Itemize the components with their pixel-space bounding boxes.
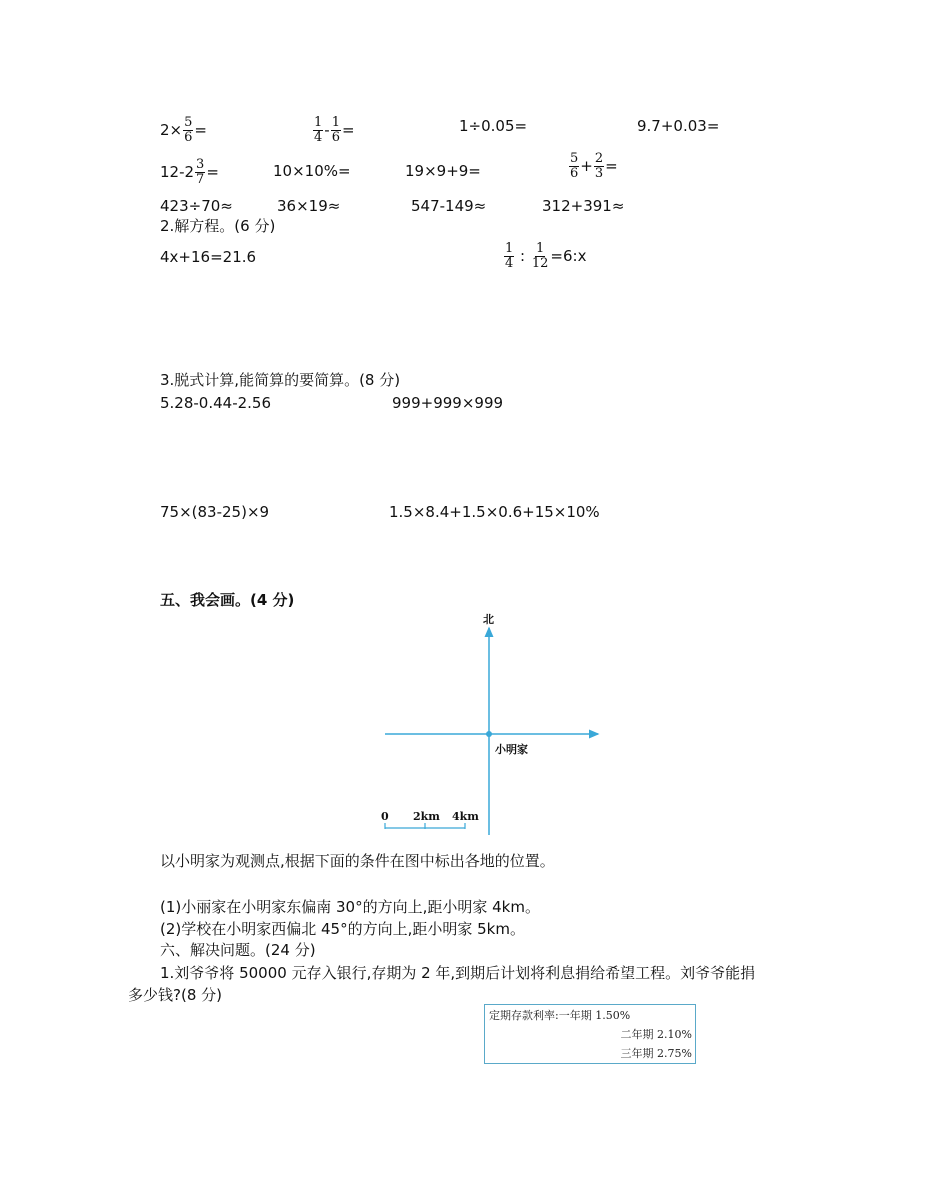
rate-row-1: 定期存款利率:一年期 1.50% (489, 1009, 631, 1022)
oral-item-11: 547-149≈ (411, 197, 487, 215)
fraction: $\frac{1}{6}$ (331, 115, 340, 145)
fraction: $\frac{3}{7}$ (196, 157, 205, 187)
home-label: 小明家 (495, 743, 528, 756)
equation-2: $\frac{1}{4}$ : $\frac{1}{12}$ =6:x (505, 241, 587, 271)
oral-item-9: 423÷70≈ (160, 197, 233, 215)
rate-row-3: 三年期 2.75% (620, 1047, 692, 1060)
question-1-line-2: 多少钱?(8 分) (128, 986, 222, 1004)
oral-item-2: $\frac{1}{4}$ - $\frac{1}{6}$ = (314, 115, 355, 145)
oral-item-1: 2× $\frac{5}{6}$ = (160, 115, 207, 145)
calc-item-2: 999+999×999 (392, 394, 504, 412)
oral-item-6: 10×10%= (273, 162, 351, 180)
calc-item-4: 1.5×8.4+1.5×0.6+15×10% (389, 503, 600, 521)
condition-1: (1)小丽家在小明家东偏南 30°的方向上,距小明家 4km。 (160, 898, 540, 916)
oral-item-7: 19×9+9= (405, 162, 481, 180)
instruction-text: 以小明家为观测点,根据下面的条件在图中标出各地的位置。 (160, 852, 555, 870)
fraction: $\frac{1}{12}$ (531, 241, 549, 271)
home-point (486, 731, 492, 737)
oral-item-12: 312+391≈ (542, 197, 625, 215)
calc-item-3: 75×(83-25)×9 (160, 503, 270, 521)
fraction: $\frac{1}{4}$ (314, 115, 323, 145)
section-5-title: 五、我会画。(4 分) (160, 591, 295, 609)
oral-item-4: 9.7+0.03= (637, 117, 720, 135)
section-6-title: 六、解决问题。(24 分) (160, 941, 316, 959)
interest-rate-table (484, 1004, 696, 1064)
condition-2: (2)学校在小明家西偏北 45°的方向上,距小明家 5km。 (160, 920, 525, 938)
scale-label-2km: 2km (413, 810, 440, 823)
north-label: 北 (483, 613, 494, 626)
oral-item-8: $\frac{5}{6}$ + $\frac{2}{3}$ = (570, 151, 618, 181)
oral-item-10: 36×19≈ (277, 197, 341, 215)
equation-1: 4x+16=21.6 (160, 248, 257, 266)
section-2-title: 2.解方程。(6 分) (160, 217, 276, 235)
section-3-title: 3.脱式计算,能简算的要简算。(8 分) (160, 371, 401, 389)
oral-item-3: 1÷0.05= (459, 117, 528, 135)
scale-label-4km: 4km (452, 810, 479, 823)
fraction: $\frac{2}{3}$ (594, 151, 604, 181)
fraction: $\frac{5}{6}$ (184, 115, 193, 145)
oral-item-5: 12-2 $\frac{3}{7}$ = (160, 157, 219, 187)
rate-row-2: 二年期 2.10% (620, 1028, 692, 1041)
fraction: $\frac{5}{6}$ (570, 151, 579, 181)
fraction: $\frac{1}{4}$ (505, 241, 514, 271)
calc-item-1: 5.28-0.44-2.56 (160, 394, 272, 412)
question-1-line-1: 1.刘爷爷将 50000 元存入银行,存期为 2 年,到期后计划将利息捐给希望工程。刘爷爷能捐 (160, 964, 756, 982)
scale-label-0: 0 (381, 810, 389, 823)
